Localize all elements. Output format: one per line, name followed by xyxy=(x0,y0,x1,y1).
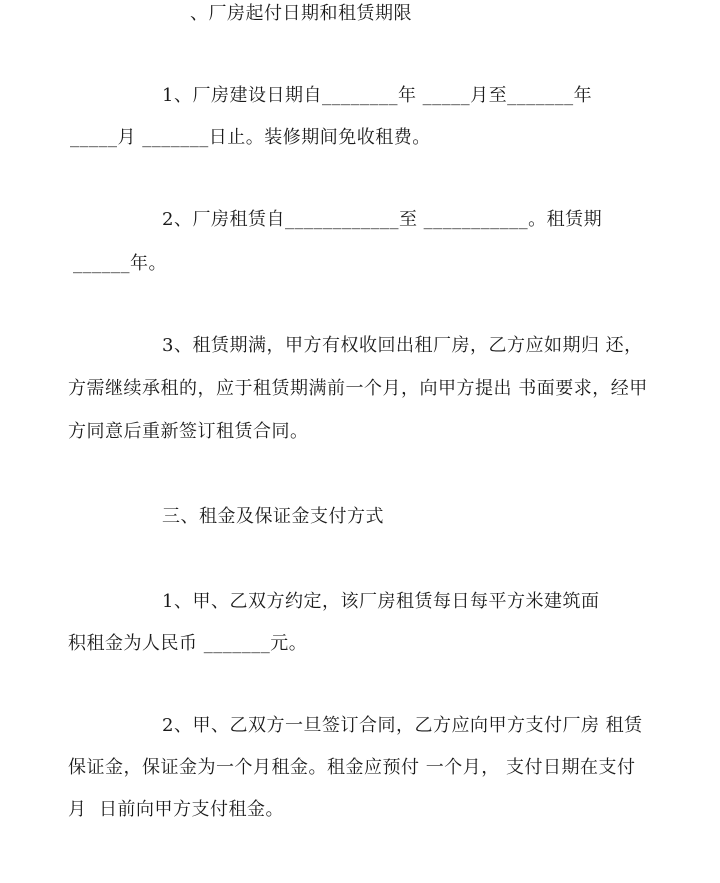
paragraph-construction-date-line2: _____月 _______日止。装修期间免收租费。 xyxy=(70,127,431,148)
paragraph-rent-agreement-line1: 1、甲、乙双方约定，该厂房租赁每日每平方米建筑面 xyxy=(162,591,600,612)
paragraph-lease-expiry-line3: 方同意后重新签订租赁合同。 xyxy=(68,421,309,442)
paragraph-construction-date-line1: 1、厂房建设日期自________年 _____月至_______年 xyxy=(162,85,593,106)
paragraph-lease-term-line2: ______年。 xyxy=(73,253,167,274)
section-heading-rent-deposit: 三、租金及保证金支付方式 xyxy=(162,506,384,527)
paragraph-lease-expiry-line2: 方需继续承租的，应于租赁期满前一个月，向甲方提出 书面要求，经甲 xyxy=(68,378,648,399)
paragraph-deposit-line2: 保证金，保证金为一个月租金。租金应预付 一个月， 支付日期在支付 xyxy=(68,757,636,778)
section-heading-lease-period: 、厂房起付日期和租赁期限 xyxy=(190,3,412,24)
paragraph-deposit-line3: 月 日前向甲方支付租金。 xyxy=(68,799,284,820)
paragraph-lease-expiry-line1: 3、租赁期满，甲方有权收回出租厂房，乙方应如期归 还， xyxy=(162,335,643,356)
paragraph-rent-agreement-line2: 积租金为人民币 _______元。 xyxy=(68,633,308,654)
paragraph-deposit-line1: 2、甲、乙双方一旦签订合同，乙方应向甲方支付厂房 租赁 xyxy=(162,715,643,736)
paragraph-lease-term-line1: 2、厂房租赁自____________至 ___________。租赁期 xyxy=(162,209,603,230)
